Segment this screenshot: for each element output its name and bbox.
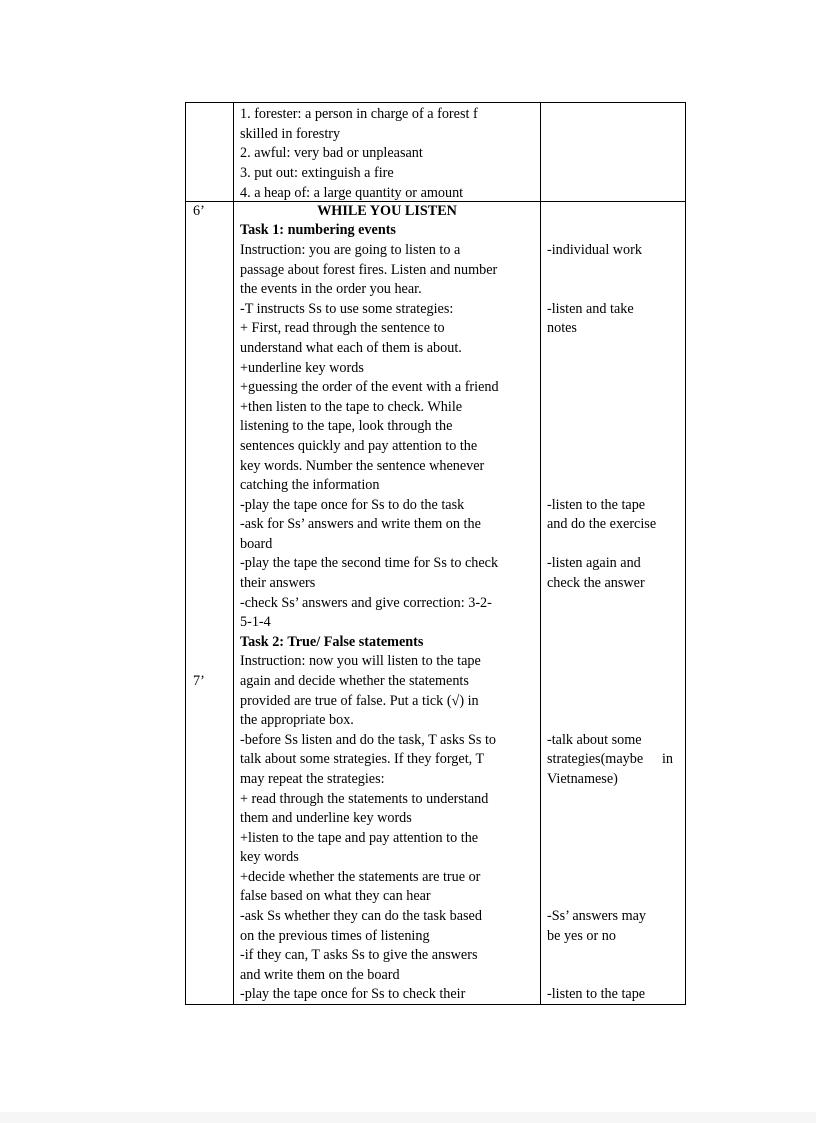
- page-bottom-strip: [0, 1112, 816, 1123]
- task1-line: key words. Number the sentence whenever: [240, 458, 485, 474]
- task2-line: -before Ss listen and do the task, T asks Ss to: [240, 732, 497, 748]
- task1-line: + First, read through the sentence to: [240, 320, 445, 336]
- task1-line: -check Ss’ answers and give correction: 3-2-: [240, 595, 492, 611]
- time-cell: [186, 202, 234, 1005]
- activity-line: notes: [547, 320, 577, 336]
- task2-line: again and decide whether the statements: [240, 673, 469, 689]
- task1-line: listening to the tape, look through the: [240, 418, 453, 434]
- vocab-line: 2. awful: very bad or unpleasant: [240, 145, 423, 161]
- task1-line: catching the information: [240, 477, 380, 493]
- activity-line: Vietnamese): [547, 771, 618, 787]
- activity-line-justified: [547, 750, 673, 770]
- teacher-activities-cell: [234, 202, 541, 1005]
- task2-line: +decide whether the statements are true or: [240, 869, 481, 885]
- task2-line: -if they can, T asks Ss to give the answers: [240, 947, 478, 963]
- section-heading: WHILE YOU LISTEN: [317, 203, 457, 219]
- task2-line: key words: [240, 849, 299, 865]
- task2-line: provided are true of false. Put a tick (√) in: [240, 693, 479, 709]
- activity-line: and do the exercise: [547, 516, 657, 532]
- task1-line: -ask for Ss’ answers and write them on the: [240, 516, 481, 532]
- task1-line: understand what each of them is about.: [240, 340, 462, 356]
- task2-line: may repeat the strategies:: [240, 771, 385, 787]
- task1-line: 5-1-4: [240, 614, 271, 630]
- task2-line: +listen to the tape and pay attention to the: [240, 830, 479, 846]
- time-label-task2: 7’: [193, 673, 205, 689]
- vocab-line: 1. forester: a person in charge of a forest f: [240, 106, 478, 122]
- task1-line: -play the tape once for Ss to do the task: [240, 497, 465, 513]
- activity-word: in: [661, 751, 673, 767]
- task2-line: + read through the statements to understand: [240, 791, 489, 807]
- task2-line: Instruction: now you will listen to the tape: [240, 653, 481, 669]
- activity-line: be yes or no: [547, 928, 616, 944]
- task2-line: talk about some strategies. If they forget, T: [240, 751, 485, 767]
- task2-line: false based on what they can hear: [240, 888, 431, 904]
- task1-line: +underline key words: [240, 360, 364, 376]
- task2-line: on the previous times of listening: [240, 928, 430, 944]
- task1-line: the events in the order you hear.: [240, 281, 422, 297]
- time-label: 6’: [193, 203, 205, 219]
- vocabulary-row: [186, 103, 686, 202]
- activity-line: -talk about some: [547, 732, 642, 748]
- vocabulary-cell: [234, 103, 541, 202]
- activity-line: -listen to the tape: [547, 497, 646, 513]
- task1-line: -T instructs Ss to use some strategies:: [240, 301, 454, 317]
- time-cell-empty: [186, 103, 234, 202]
- task2-line: the appropriate box.: [240, 712, 354, 728]
- vocab-line: 3. put out: extinguish a fire: [240, 165, 394, 181]
- task1-line: board: [240, 536, 273, 552]
- task1-title: Task 1: numbering events: [240, 222, 396, 238]
- task2-line: them and underline key words: [240, 810, 412, 826]
- activity-line: -listen again and: [547, 555, 641, 571]
- vocab-line: 4. a heap of: a large quantity or amount: [240, 185, 464, 201]
- vocab-line: skilled in forestry: [240, 126, 341, 142]
- while-listen-row: [186, 202, 686, 1005]
- task2-line: -play the tape once for Ss to check their: [240, 986, 466, 1002]
- task1-line: Instruction: you are going to listen to a: [240, 242, 461, 258]
- activity-cell-empty: [541, 103, 686, 202]
- activity-line: -Ss’ answers may: [547, 908, 647, 924]
- activity-line: -listen and take: [547, 301, 634, 317]
- activity-line: check the answer: [547, 575, 645, 591]
- task1-line: sentences quickly and pay attention to the: [240, 438, 478, 454]
- task1-line: passage about forest fires. Listen and number: [240, 262, 498, 278]
- task1-line: their answers: [240, 575, 316, 591]
- student-activities-cell: [541, 202, 686, 1005]
- activity-line: -individual work: [547, 242, 642, 258]
- task2-line: -ask Ss whether they can do the task based: [240, 908, 482, 924]
- activity-line: -listen to the tape: [547, 986, 646, 1002]
- task1-line: -play the tape the second time for Ss to check: [240, 555, 499, 571]
- task2-line: and write them on the board: [240, 967, 400, 983]
- activity-word: strategies(maybe: [547, 751, 644, 767]
- task1-line: +then listen to the tape to check. While: [240, 399, 463, 415]
- task2-title: Task 2: True/ False statements: [240, 634, 424, 650]
- task1-line: +guessing the order of the event with a friend: [240, 379, 499, 395]
- lesson-plan-table: [185, 102, 686, 1005]
